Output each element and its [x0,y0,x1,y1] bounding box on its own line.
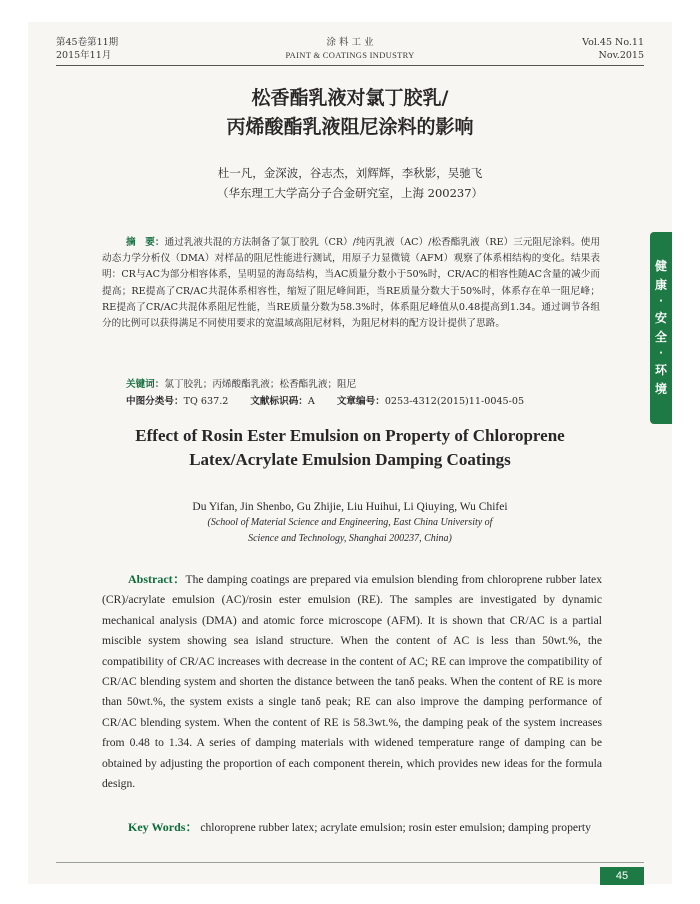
abstract-cn-text: 通过乳液共混的方法制备了氯丁胶乳（CR）/纯丙乳液（AC）/松香酯乳液（RE）三元阻尼涂料。使用动态力学分析仪（DMA）对样品的阻尼性能进行测试，用原子力显微镜（AFM）观察了体系相结构的变化。结果表明：CR与AC为部分相容体系，呈明显的海岛结构，当AC质量分数小于50%时，CR/AC的相容性随AC含量的减少而提高；RE提高了CR/AC共混体系相容性，缩短了阻尼峰间距，当RE质量分数大于50%时，体系存在单一阻尼峰；RE提高了CR/AC共混体系阻尼性能，当RE质量分数为58.3%时，体系阻尼峰值从0.48提高到1.34。通过调节各组分的比例可以获得满足不同使用要求的宽温域高阻尼材料，为阻尼材料的配方设计提供了思路。 [102,237,600,330]
header-journal-name [228,36,472,62]
page-number: 45 [600,867,644,885]
article-title-en-line2: Latex/Acrylate Emulsion Damping Coatings [189,450,511,469]
side-tab-dot: · [659,296,663,307]
clc-label: 中图分类号： [126,396,184,407]
abstract-cn [102,235,600,332]
footer-divider [56,862,644,863]
abstract-en-label: Abstract： [128,572,186,586]
header-volume-info-en [582,36,644,62]
header-vol-no-en: Vol.45 No.11 [582,37,644,48]
authors-cn: 杜一凡，金深波，谷志杰，刘辉辉，李秋影，吴驰飞 [217,166,483,180]
header-journal-name-cn: 涂 料 工 业 [326,37,374,48]
keywords-en [102,817,602,838]
article-title-en [88,402,612,472]
keywords-en-text: chloroprene rubber latex; acrylate emulsion; rosin ester emulsion; damping property [200,821,591,834]
clc-value: TQ 637.2 [183,396,229,407]
article-title-en-line1: Effect of Rosin Ester Emulsion on Property of Chloroprene [135,426,565,445]
article-number-value: 0253-4312(2015)11-0045-05 [384,396,525,407]
keywords-en-label: Key Words： [128,820,198,834]
header-journal-name-en: PAINT & COATINGS INDUSTRY [285,50,415,60]
side-tab-char: 康 [654,278,667,292]
keywords-cn-label: 关键词： [126,379,165,390]
abstract-cn-label: 摘 要： [126,237,165,248]
affiliation-en [88,515,612,546]
section-side-tab [650,232,672,424]
side-tab-char: 境 [654,382,667,396]
header-volume-issue: 第45卷第11期 [56,37,119,48]
side-tab-dot: · [659,348,663,359]
header-divider [56,65,644,66]
side-tab-char: 安 [654,311,667,325]
document-code-label: 文献标识码： [250,396,308,407]
abstract-en-text: The damping coatings are prepared via emulsion blending from chloroprene rubber latex (CR)/acrylate emulsion (AC)/rosin ester emulsion (RE). The samples are investigated by dynamic mechanical analysis (DMA) and atomic force microscope (AFM). It is shown that CR/AC is a partial miscible system showing sea island structure. When the content of AC is less than 50wt.%, the compatibility of CR/AC increases with decrease in the content of AC; RE can improve the compatibility of CR/AC blending system and shorten the distance between the tanδ peaks. When the content of RE is more than 50wt.%, the system exists a single tanδ peak; RE can also improve the damping performance of CR/AC blending system. When the content of RE is 58.3wt.%, the damping peak of the system increases from 0.48 to 1.34. A series of damping materials with widened temperature range of damping can be obtained by adjusting the proportion of each component therein, which provides new ideas for the formula design. [102,573,602,791]
keywords-cn [126,377,356,392]
abstract-en [102,569,602,794]
side-tab-char: 环 [654,363,667,377]
affiliation-en-line1: (School of Material Science and Engineering, East China University of [207,517,493,528]
header-volume-info [56,36,118,62]
journal-page [28,22,672,884]
header-date-cn: 2015年11月 [56,50,112,61]
article-title-cn-line2: 丙烯酸酯乳液阻尼涂料的影响 [226,116,474,138]
article-title-cn-line1: 松香酯乳液对氯丁胶乳/ [251,87,449,109]
affiliation-cn: （华东理工大学高分子合金研究室，上海 200237） [216,186,484,200]
side-tab-char: 全 [654,330,667,344]
keywords-cn-text: 氯丁胶乳；丙烯酸酯乳液；松香酯乳液；阻尼 [164,379,357,390]
authors-en: Du Yifan, Jin Shenbo, Gu Zhijie, Liu Huihui, Li Qiuying, Wu Chifei [192,501,508,513]
affiliation-en-line2: Science and Technology, Shanghai 200237, China) [248,532,452,544]
header-date-en: Nov.2015 [598,50,644,61]
article-number-label: 文章编号： [336,396,385,407]
side-tab-char: 健 [654,259,667,273]
article-title-cn [88,84,612,142]
document-code-value: A [307,396,315,407]
